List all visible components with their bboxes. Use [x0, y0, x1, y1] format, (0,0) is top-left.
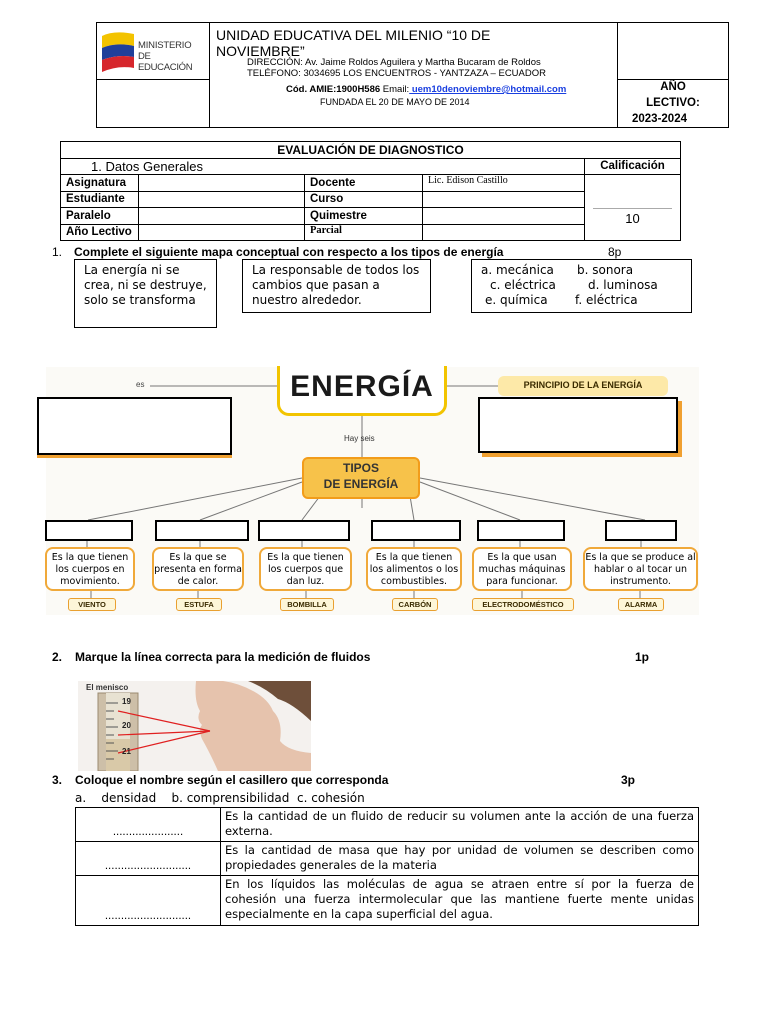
label-asignatura: Asignatura: [61, 175, 139, 192]
q3-desc-2: Es la cantidad de masa que hay por unidad de volumen se describen como propiedades generales de la materia: [221, 842, 699, 876]
energy-desc-4: Es la que tienen los alimentos o los combustibles.: [366, 547, 462, 591]
energy-desc-3: Es la que tienen los cuerpos que dan luz.: [259, 547, 352, 591]
q3-desc-1: Es la cantidad de un fluido de reducir su volumen ante la acción de una fuerza externa.: [221, 808, 699, 842]
table-row: [76, 876, 699, 926]
docente-field: Lic. Edison Castillo: [423, 175, 585, 192]
founded-date: FUNDADA EL 20 DE MAYO DE 2014: [320, 97, 470, 107]
energy-type-blank-1[interactable]: [45, 520, 133, 541]
q1-option-text-1: La energía ni se crea, ni se destruye, solo se transforma: [84, 263, 207, 307]
energy-option-d: d. luminosa: [588, 278, 658, 292]
year-value: 2023-2024: [632, 113, 687, 125]
energy-option-e: e. química: [485, 293, 548, 307]
example-tag-alarma: ALARMA: [618, 598, 664, 611]
q3-text: Coloque el nombre según el casillero que corresponda: [75, 773, 389, 787]
q2-number: 2.: [52, 650, 63, 664]
tipos-label-1: TIPOS: [342, 461, 379, 475]
energy-desc-2: Es la que se presenta en forma de calor.: [152, 547, 244, 591]
energy-option-a: a. mecánica: [481, 263, 554, 277]
q3-number: 3.: [52, 773, 63, 787]
q2-points: 1p: [635, 650, 650, 664]
energy-type-blank-5[interactable]: [477, 520, 565, 541]
label-estudiante: Estudiante: [61, 191, 139, 208]
meniscus-image: [78, 681, 311, 771]
table-row: [76, 808, 699, 842]
table-row: [76, 842, 699, 876]
q3-points: 3p: [621, 773, 636, 787]
year-label-1: AÑO: [660, 81, 686, 93]
label-curso: Curso: [305, 191, 423, 208]
energia-title: ENERGÍA: [290, 370, 434, 403]
meniscus-tick-21: 21: [122, 747, 131, 756]
label-docente: Docente: [305, 175, 423, 192]
example-tag-electrodomestico: ELECTRODOMÉSTICO: [472, 598, 574, 611]
label-parcial: Parcial: [305, 224, 423, 241]
q3-options: a. densidad b. comprensibilidad c. cohesión: [75, 791, 365, 805]
example-tag-bombilla: BOMBILLA: [280, 598, 334, 611]
energy-type-blank-3[interactable]: [258, 520, 350, 541]
q3-desc-3: En los líquidos las moléculas de agua se atraen entre sí por la fuerza de cohesión una fuerza intermolecular que las mantiene fuerte mente unidas especialmente en la capa superficial del agua.: [221, 876, 699, 926]
energy-option-f: f. eléctrica: [575, 293, 638, 307]
energy-desc-1: Es la que tienen los cuerpos en movimiento.: [45, 547, 135, 591]
q3-answer-blank-3[interactable]: ...........................: [76, 876, 221, 926]
grade-label: Calificación: [585, 158, 681, 175]
q3-answer-blank-2[interactable]: ...........................: [76, 842, 221, 876]
tipos-label-2: DE ENERGÍA: [323, 477, 399, 491]
energy-desc-5: Es la que usan muchas máquinas para funcionar.: [472, 547, 572, 591]
meniscus-tick-19: 19: [122, 697, 131, 706]
email-label: Email:: [382, 84, 410, 95]
email-link[interactable]: uem10denoviembre@hotmail.com: [409, 84, 567, 95]
q1-points: 8p: [608, 245, 622, 259]
label-anio-lectivo: Año Lectivo: [61, 224, 139, 241]
label-paralelo: Paralelo: [61, 208, 139, 225]
year-label-2: LECTIVO:: [646, 97, 700, 109]
evaluation-title: EVALUACIÓN DE DIAGNOSTICO: [61, 142, 681, 159]
definition-answer-box[interactable]: [37, 397, 232, 455]
school-name: UNIDAD EDUCATIVA DEL MILENIO “10 DE NOVIEMBRE”: [216, 27, 491, 59]
q3-answer-blank-1[interactable]: ......................: [76, 808, 221, 842]
example-tag-carbon: CARBÓN: [392, 598, 438, 611]
q1-option-text-2: La responsable de todos los cambios que pasan a nuestro alrededor.: [252, 263, 420, 307]
q2-text: Marque la línea correcta para la medición de fluidos: [75, 650, 371, 664]
principle-answer-box[interactable]: [478, 397, 678, 453]
example-tag-viento: VIENTO: [68, 598, 116, 611]
school-address: DIRECCIÓN: Av. Jaime Roldos Aguilera y Martha Bucaram de Roldos: [247, 57, 541, 68]
logo-text-2: DE EDUCACIÓN: [138, 51, 193, 73]
q1-number: 1.: [52, 245, 63, 259]
grade-value: 10: [625, 211, 640, 226]
energy-desc-6: Es la que se produce al hablar o al tocar un instrumento.: [583, 547, 698, 591]
meniscus-tick-20: 20: [122, 721, 131, 730]
energy-type-blank-6[interactable]: [605, 520, 677, 541]
section-title: 1. Datos Generales: [61, 158, 585, 175]
amie-code: Cód. AMIE:1900H586: [286, 84, 381, 95]
logo-text-1: MINISTERIO: [138, 40, 192, 51]
hay-seis-label: Hay seis: [344, 434, 375, 443]
principle-label: PRINCIPIO DE LA ENERGÍA: [523, 380, 643, 390]
q3-table: [75, 807, 699, 926]
meniscus-title: El menisco: [86, 683, 129, 692]
energy-type-blank-2[interactable]: [155, 520, 249, 541]
q1-text: Complete el siguiente mapa conceptual con respecto a los tipos de energía: [74, 245, 504, 259]
label-quimestre: Quimestre: [305, 208, 423, 225]
energy-option-c: c. eléctrica: [490, 278, 556, 292]
energy-type-blank-4[interactable]: [371, 520, 461, 541]
example-tag-estufa: ESTUFA: [176, 598, 222, 611]
school-phone: TELÉFONO: 3034695 LOS ENCUENTROS - YANTZAZA – ECUADOR: [247, 68, 546, 79]
map-es-label: es: [136, 380, 145, 389]
meniscus-illustration: [78, 681, 311, 771]
energy-option-b: b. sonora: [577, 263, 634, 277]
